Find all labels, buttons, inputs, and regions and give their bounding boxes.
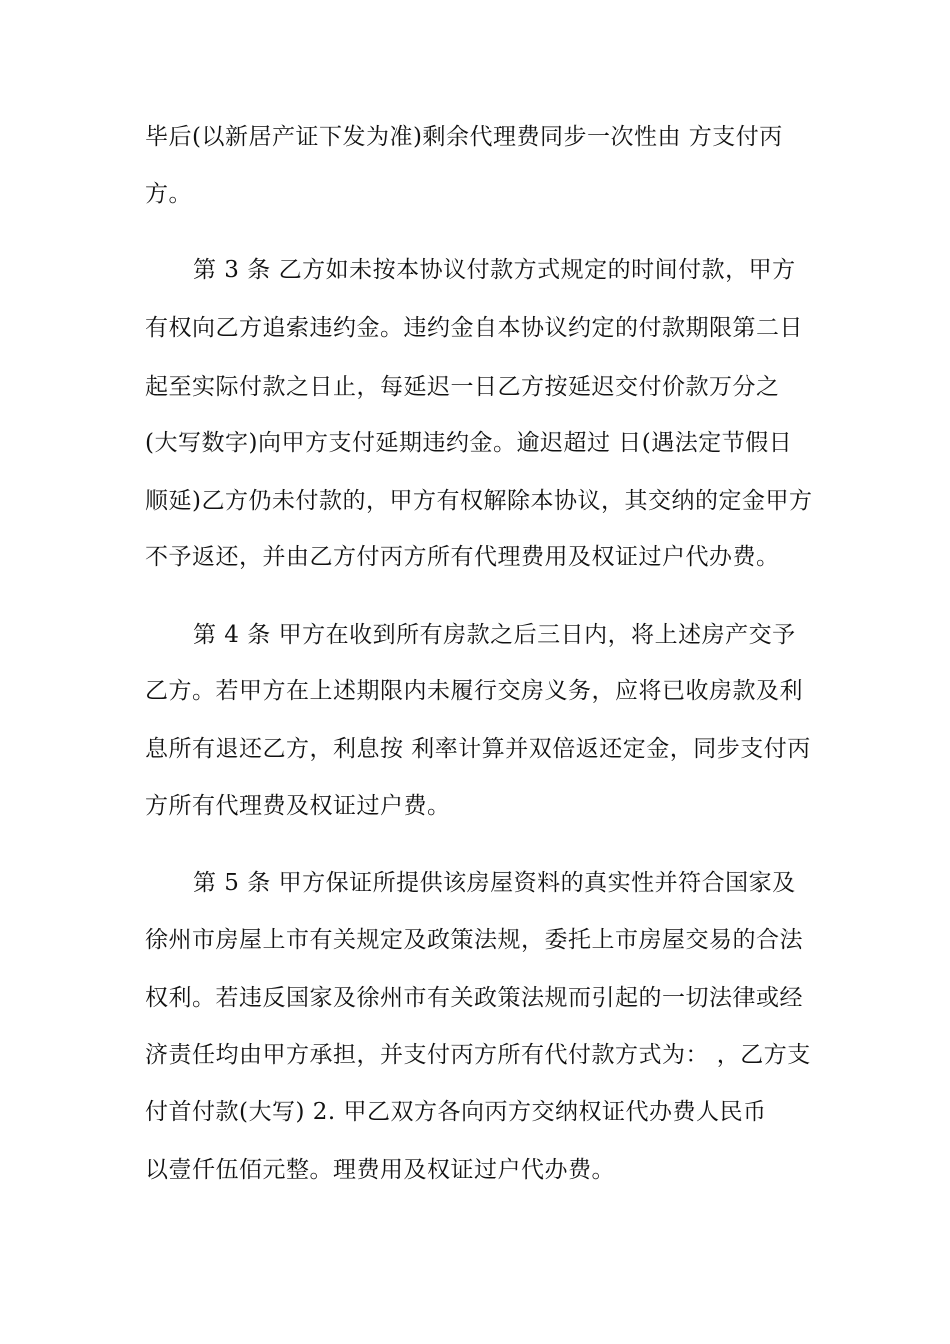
paragraph-2-line-2: 有权向乙方追索违约金。违约金自本协议约定的付款期限第二日: [145, 315, 803, 341]
paragraph-2-line-3: 起至实际付款之日止，每延迟一日乙方按延迟交付价款万分之: [145, 374, 780, 400]
paragraph-3-line-4: 方所有代理费及权证过户费。: [145, 793, 451, 819]
paragraph-1-line-1: 毕后(以新居产证下发为准)剩余代理费同步一次性由 方支付丙: [145, 124, 783, 150]
paragraph-4-line-3: 权利。若违反国家及徐州市有关政策法规而引起的一切法律或经: [145, 985, 803, 1011]
paragraph-3-line-2: 乙方。若甲方在上述期限内未履行交房义务，应将已收房款及利: [145, 678, 803, 704]
paragraph-2-line-6: 不予返还，并由乙方付丙方所有代理费用及权证过户代办费。: [145, 544, 780, 570]
paragraph-2-line-1: 第 3 条 乙方如未按本协议付款方式规定的时间付款，甲方: [193, 257, 796, 283]
paragraph-4-line-1: 第 5 条 甲方保证所提供该房屋资料的真实性并符合国家及: [193, 870, 796, 896]
paragraph-3-line-1: 第 4 条 甲方在收到所有房款之后三日内，将上述房产交予: [193, 622, 796, 648]
paragraph-4-line-6: 以壹仟伍佰元整。理费用及权证过户代办费。: [145, 1157, 615, 1183]
paragraph-2-line-4: (大写数字)向甲方支付延期违约金。逾迟超过 日(遇法定节假日: [145, 430, 793, 456]
paragraph-2-line-5: 顺延)乙方仍未付款的，甲方有权解除本协议，其交纳的定金甲方: [145, 488, 813, 514]
paragraph-3-line-3: 息所有退还乙方，利息按 利率计算并双倍返还定金，同步支付丙: [145, 736, 811, 762]
paragraph-4-line-5: 付首付款(大写) 2. 甲乙双方各向丙方交纳权证代办费人民币: [145, 1099, 767, 1125]
paragraph-4-line-2: 徐州市房屋上市有关规定及政策法规，委托上市房屋交易的合法: [145, 927, 803, 953]
paragraph-4-line-4: 济责任均由甲方承担，并支付丙方所有代付款方式为： ，乙方支: [145, 1042, 811, 1068]
paragraph-1-line-2: 方。: [145, 181, 192, 207]
